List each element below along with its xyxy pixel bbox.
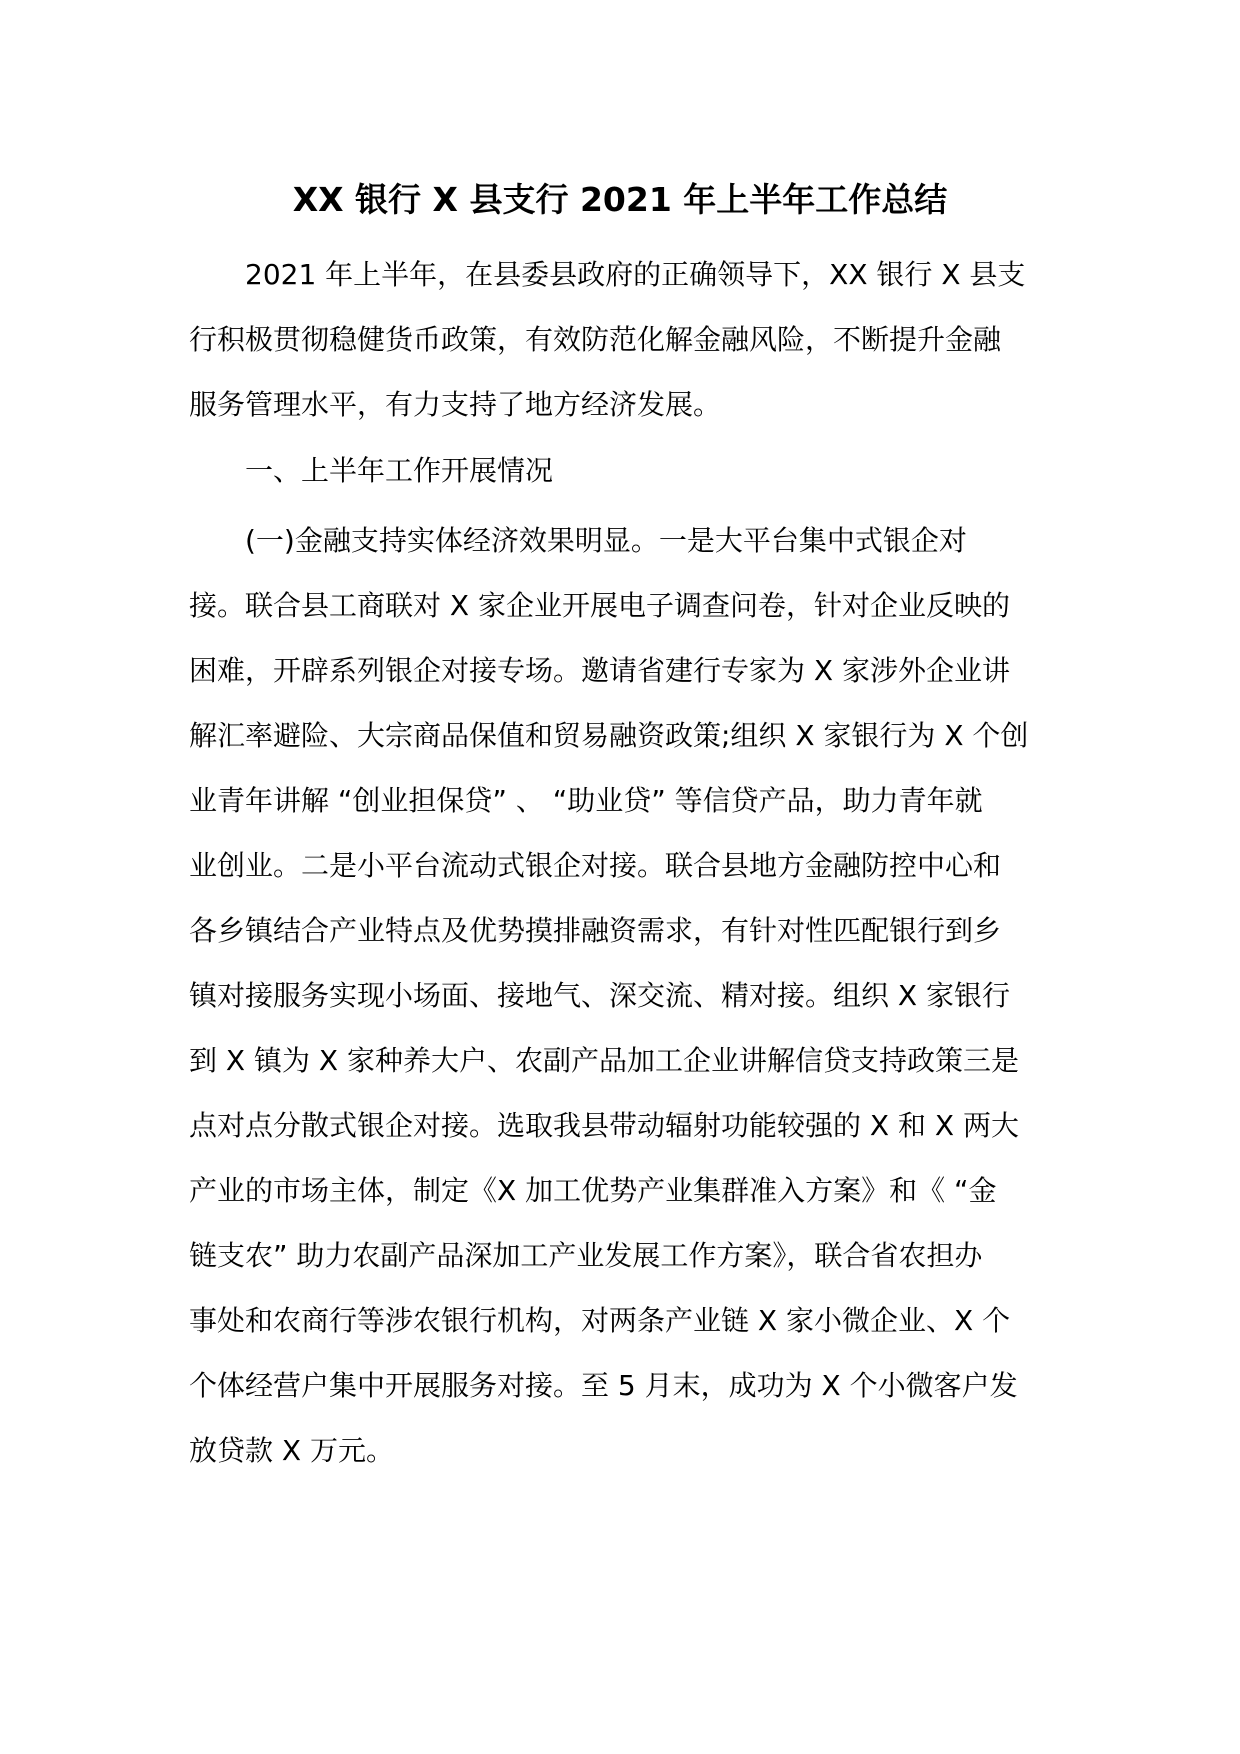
- paragraph-line: 链支农” 助力农副产品深加工产业发展工作方案》，联合省农担办: [189, 1239, 983, 1272]
- paragraph-line: 服务管理水平，有力支持了地方经济发展。: [189, 388, 722, 421]
- paragraph-line: 业青年讲解 “创业担保贷” 、 “助业贷” 等信贷产品，助力青年就: [189, 784, 983, 817]
- paragraph-line: 困难，开辟系列银企对接专场。邀请省建行专家为 X 家涉外企业讲: [189, 654, 1010, 687]
- paragraph-line: 点对点分散式银企对接。选取我县带动辐射功能较强的 X 和 X 两大: [189, 1109, 1019, 1142]
- paragraph-line: 镇对接服务实现小场面、接地气、深交流、精对接。组织 X 家银行: [189, 979, 1010, 1012]
- paragraph-line: 到 X 镇为 X 家种养大户、农副产品加工企业讲解信贷支持政策三是: [189, 1044, 1019, 1077]
- paragraph-line: 业创业。二是小平台流动式银企对接。联合县地方金融防控中心和: [189, 849, 1002, 882]
- section-heading-block: [189, 438, 1059, 503]
- paragraph-line: (一)金融支持实体经济效果明显。一是大平台集中式银企对: [245, 524, 967, 557]
- paragraph-line: 接。联合县工商联对 X 家企业开展电子调查问卷，针对企业反映的: [189, 589, 1010, 622]
- paragraph-line: 事处和农商行等涉农银行机构，对两条产业链 X 家小微企业、X 个: [189, 1304, 1011, 1337]
- document-title: XX 银行 X 县支行 2021 年上半年工作总结: [292, 180, 948, 219]
- intro-paragraph: [189, 242, 1059, 437]
- paragraph-line: 个体经营户集中开展服务对接。至 5 月末，成功为 X 个小微客户发: [189, 1369, 1018, 1402]
- paragraph-line: 2021 年上半年，在县委县政府的正确领导下，XX 银行 X 县支: [245, 258, 1026, 291]
- paragraph-line: 行积极贯彻稳健货币政策，有效防范化解金融风险，不断提升金融: [189, 323, 1002, 356]
- paragraph-line: 各乡镇结合产业特点及优势摸排融资需求，有针对性匹配银行到乡: [189, 914, 1002, 947]
- paragraph-line: 解汇率避险、大宗商品保值和贸易融资政策;组织 X 家银行为 X 个创: [189, 719, 1029, 752]
- section-heading: 一、上半年工作开展情况: [245, 454, 554, 487]
- paragraph-line: 放贷款 X 万元。: [189, 1434, 394, 1467]
- paragraph-line: 产业的市场主体，制定《X 加工优势产业集群准入方案》和《 “金: [189, 1174, 997, 1207]
- body-paragraph: [189, 508, 1059, 1483]
